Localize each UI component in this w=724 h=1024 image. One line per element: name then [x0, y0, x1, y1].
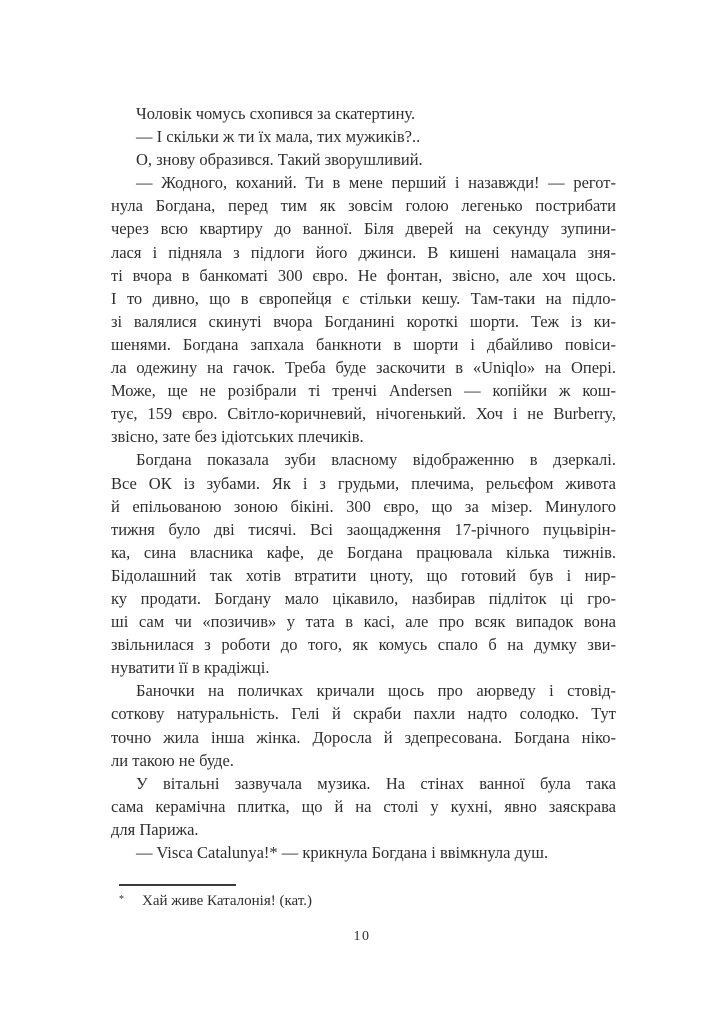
- text-line: сама керамічна плитка, що й на столі у кухні, явно заяскрава: [111, 796, 616, 816]
- text-line: О, знову образився. Такий зворушливий.: [136, 150, 423, 170]
- text-line: ті вчора в банкоматі 300 євро. Не фонтан, звісно, але хоч щось.: [111, 265, 616, 285]
- text-line: Може, ще не розібрали ті тренчі Andersen — копійки ж кош-: [111, 381, 616, 401]
- text-line: шенями. Богдана запхала банкноти в шорти і дбайливо повіси-: [111, 334, 616, 354]
- paragraph: [111, 125, 616, 148]
- text-line: Бідолашний так хотів втратити цноту, що готовий був і нир-: [111, 565, 616, 585]
- text-line: через всю квартиру до ванної. Біля дверей на секунду зупини-: [111, 219, 616, 239]
- page-number: 10: [353, 929, 371, 944]
- text-line: — І скільки ж ти їх мала, тих мужиків?..: [136, 127, 421, 147]
- text-line: звісно, зате без ідіотських плечиків.: [111, 427, 364, 447]
- text-line: Богдана показала зуби власному відображенню в дзеркалі.: [136, 450, 616, 470]
- text-line: нула Богдана, перед тим як зовсім голою легенько пострибати: [111, 196, 616, 216]
- text-line: зі валялися скинуті вчора Богданині короткі шорти. Теж із ки-: [111, 311, 616, 331]
- paragraph: [111, 679, 616, 771]
- text-line: точно жила інша жінка. Доросла й здепресована. Богдана ніко-: [111, 727, 616, 747]
- footnote-text: Хай живе Каталонія! (кат.): [142, 893, 312, 909]
- paragraph: [111, 772, 616, 841]
- paragraph: [111, 841, 616, 864]
- footnote-marker: *: [119, 894, 124, 905]
- paragraph: [111, 448, 616, 679]
- footnote-rule: [119, 884, 236, 886]
- text-line: соткову натуральність. Гелі й скраби пахли надто солодко. Тут: [111, 704, 616, 724]
- text-line: звільнилася з роботи до того, як комусь спало б на думку зви-: [111, 635, 616, 655]
- text-line: Чоловік чомусь схопився за скатертину.: [136, 104, 416, 123]
- text-line: тує, 159 євро. Світло-коричневий, нічогенький. Хоч і не Burberry,: [111, 404, 616, 424]
- text-line: для Парижа.: [111, 819, 199, 839]
- text-line: У вітальні зазвучала музика. На стінах ванної була така: [136, 773, 616, 793]
- footnote: [111, 884, 616, 911]
- text-line: лася і підняла з підлоги його джинси. В кишені намацала зня-: [111, 242, 616, 262]
- text-line: Все ОК із зубами. Як і з грудьми, плечима, рельєфом живота: [111, 473, 616, 493]
- text-line: ку продати. Богдану мало цікавило, назбирав підліток ці гро-: [111, 588, 616, 608]
- text-line: ші сам чи «позичив» у тата в касі, але про всяк випадок вона: [111, 612, 616, 632]
- footnote-line: [111, 891, 616, 911]
- text-line: ла одежину на гачок. Треба буде заскочити в «Uniqlo» на Опері.: [111, 358, 616, 378]
- text-line: ка, сина власника кафе, де Богдана працювала кілька тижнів.: [111, 542, 616, 562]
- paragraph: [111, 171, 616, 448]
- text-line: тижня було дві тисячі. Всі заощадження 17-річного пуцьвірін-: [111, 519, 616, 539]
- text-line: — Visca Catalunya!* — крикнула Богдана і ввімкнула душ.: [136, 843, 549, 862]
- text-line: Баночки на поличках кричали щось про аюрведу і стовід-: [136, 681, 616, 701]
- text-block: [111, 102, 616, 864]
- text-line: — Жодного, коханий. Ти в мене перший і назавжди! — регот-: [136, 173, 616, 193]
- text-line: ли такою не буде.: [111, 750, 234, 770]
- paragraph: [111, 102, 616, 125]
- text-line: І то дивно, що в європейця є стільки кешу. Там-таки на підло-: [111, 288, 616, 308]
- text-line: й епільованою зоною бікіні. 300 євро, що за мізер. Минулого: [111, 496, 616, 516]
- paragraph: [111, 148, 616, 171]
- text-line: нуватити її в крадіжці.: [111, 658, 270, 678]
